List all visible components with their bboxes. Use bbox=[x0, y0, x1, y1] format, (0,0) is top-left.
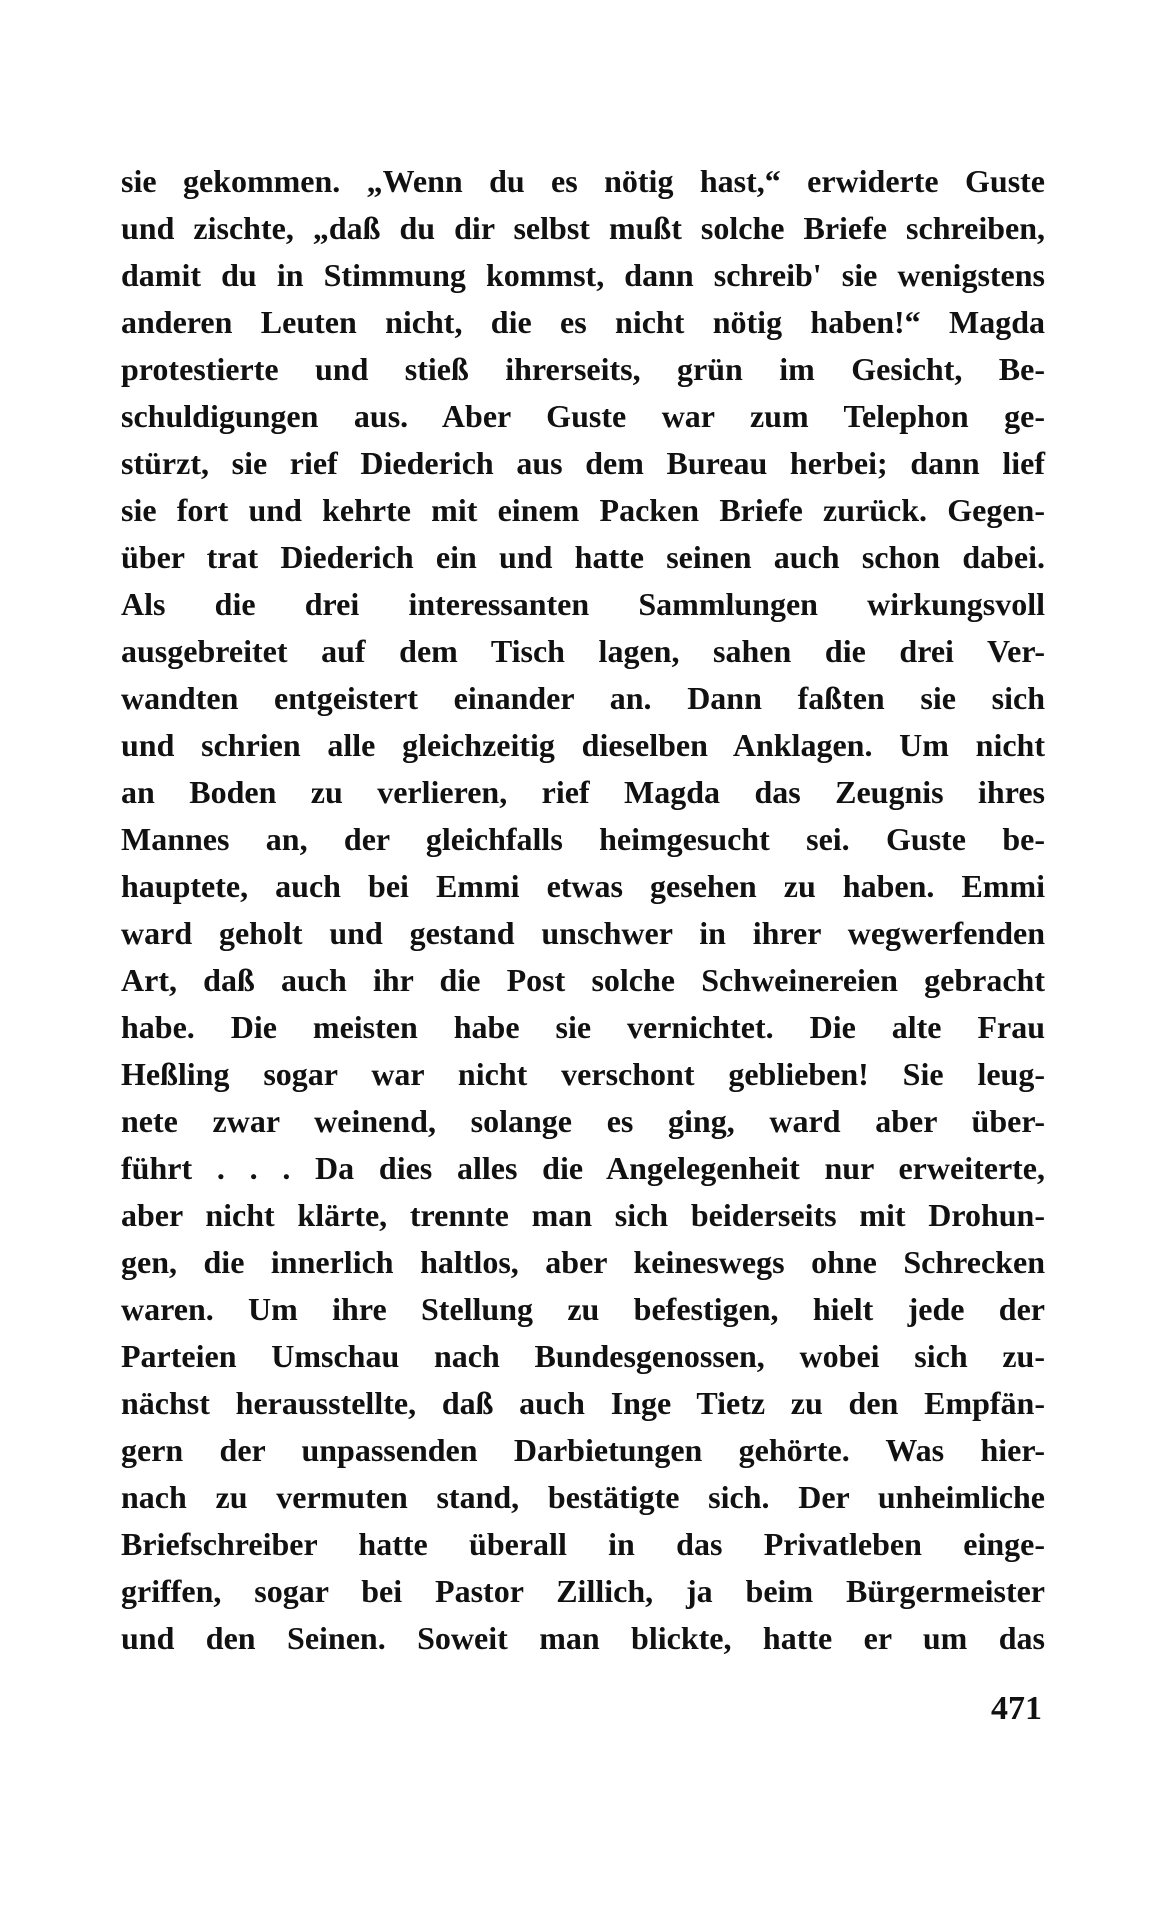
page-number: 471 bbox=[991, 1690, 1042, 1727]
text-line: Mannes an, der gleichfalls heimgesucht sei. Guste be- bbox=[121, 821, 1045, 857]
text-line: damit du in Stimmung kommst, dann schreib' sie wenigstens bbox=[121, 257, 1045, 293]
text-line: wandten entgeistert einander an. Dann faßten sie sich bbox=[121, 680, 1045, 716]
text-line: Art, daß auch ihr die Post solche Schweinereien gebracht bbox=[121, 962, 1045, 998]
text-line: Briefschreiber hatte überall in das Privatleben einge- bbox=[121, 1526, 1045, 1562]
text-line: griffen, sogar bei Pastor Zillich, ja beim Bürgermeister bbox=[121, 1573, 1045, 1609]
text-line: und schrien alle gleichzeitig dieselben Anklagen. Um nicht bbox=[121, 727, 1045, 763]
text-line: nach zu vermuten stand, bestätigte sich. Der unheimliche bbox=[121, 1479, 1045, 1515]
page-body-text bbox=[121, 158, 1045, 1662]
text-line: aber nicht klärte, trennte man sich beiderseits mit Drohun- bbox=[121, 1197, 1045, 1233]
text-line: anderen Leuten nicht, die es nicht nötig haben!“ Magda bbox=[121, 304, 1045, 340]
text-line: habe. Die meisten habe sie vernichtet. Die alte Frau bbox=[121, 1009, 1045, 1045]
text-line: Parteien Umschau nach Bundesgenossen, wobei sich zu- bbox=[121, 1338, 1045, 1374]
text-line: stürzt, sie rief Diederich aus dem Bureau herbei; dann lief bbox=[121, 445, 1045, 481]
text-line: und den Seinen. Soweit man blickte, hatte er um das bbox=[121, 1620, 1045, 1656]
text-line: protestierte und stieß ihrerseits, grün im Gesicht, Be- bbox=[121, 351, 1045, 387]
text-line: sie gekommen. „Wenn du es nötig hast,“ erwiderte Guste bbox=[121, 163, 1045, 199]
text-line: führt . . . Da dies alles die Angelegenheit nur erweiterte, bbox=[121, 1150, 1045, 1186]
text-line: gern der unpassenden Darbietungen gehörte. Was hier- bbox=[121, 1432, 1045, 1468]
text-line: hauptete, auch bei Emmi etwas gesehen zu haben. Emmi bbox=[121, 868, 1045, 904]
text-line: schuldigungen aus. Aber Guste war zum Telephon ge- bbox=[121, 398, 1045, 434]
text-line: nächst herausstellte, daß auch Inge Tietz zu den Empfän- bbox=[121, 1385, 1045, 1421]
text-line: gen, die innerlich haltlos, aber keineswegs ohne Schrecken bbox=[121, 1244, 1045, 1280]
text-line: ausgebreitet auf dem Tisch lagen, sahen die drei Ver- bbox=[121, 633, 1045, 669]
text-line: ward geholt und gestand unschwer in ihrer wegwerfenden bbox=[121, 915, 1045, 951]
text-line: Als die drei interessanten Sammlungen wirkungsvoll bbox=[121, 586, 1045, 622]
text-line: und zischte, „daß du dir selbst mußt solche Briefe schreiben, bbox=[121, 210, 1045, 246]
text-line: Heßling sogar war nicht verschont geblieben! Sie leug- bbox=[121, 1056, 1045, 1092]
text-line: nete zwar weinend, solange es ging, ward aber über- bbox=[121, 1103, 1045, 1139]
text-line: waren. Um ihre Stellung zu befestigen, hielt jede der bbox=[121, 1291, 1045, 1327]
text-line: über trat Diederich ein und hatte seinen auch schon dabei. bbox=[121, 539, 1045, 575]
text-line: sie fort und kehrte mit einem Packen Briefe zurück. Gegen- bbox=[121, 492, 1045, 528]
text-line: an Boden zu verlieren, rief Magda das Zeugnis ihres bbox=[121, 774, 1045, 810]
